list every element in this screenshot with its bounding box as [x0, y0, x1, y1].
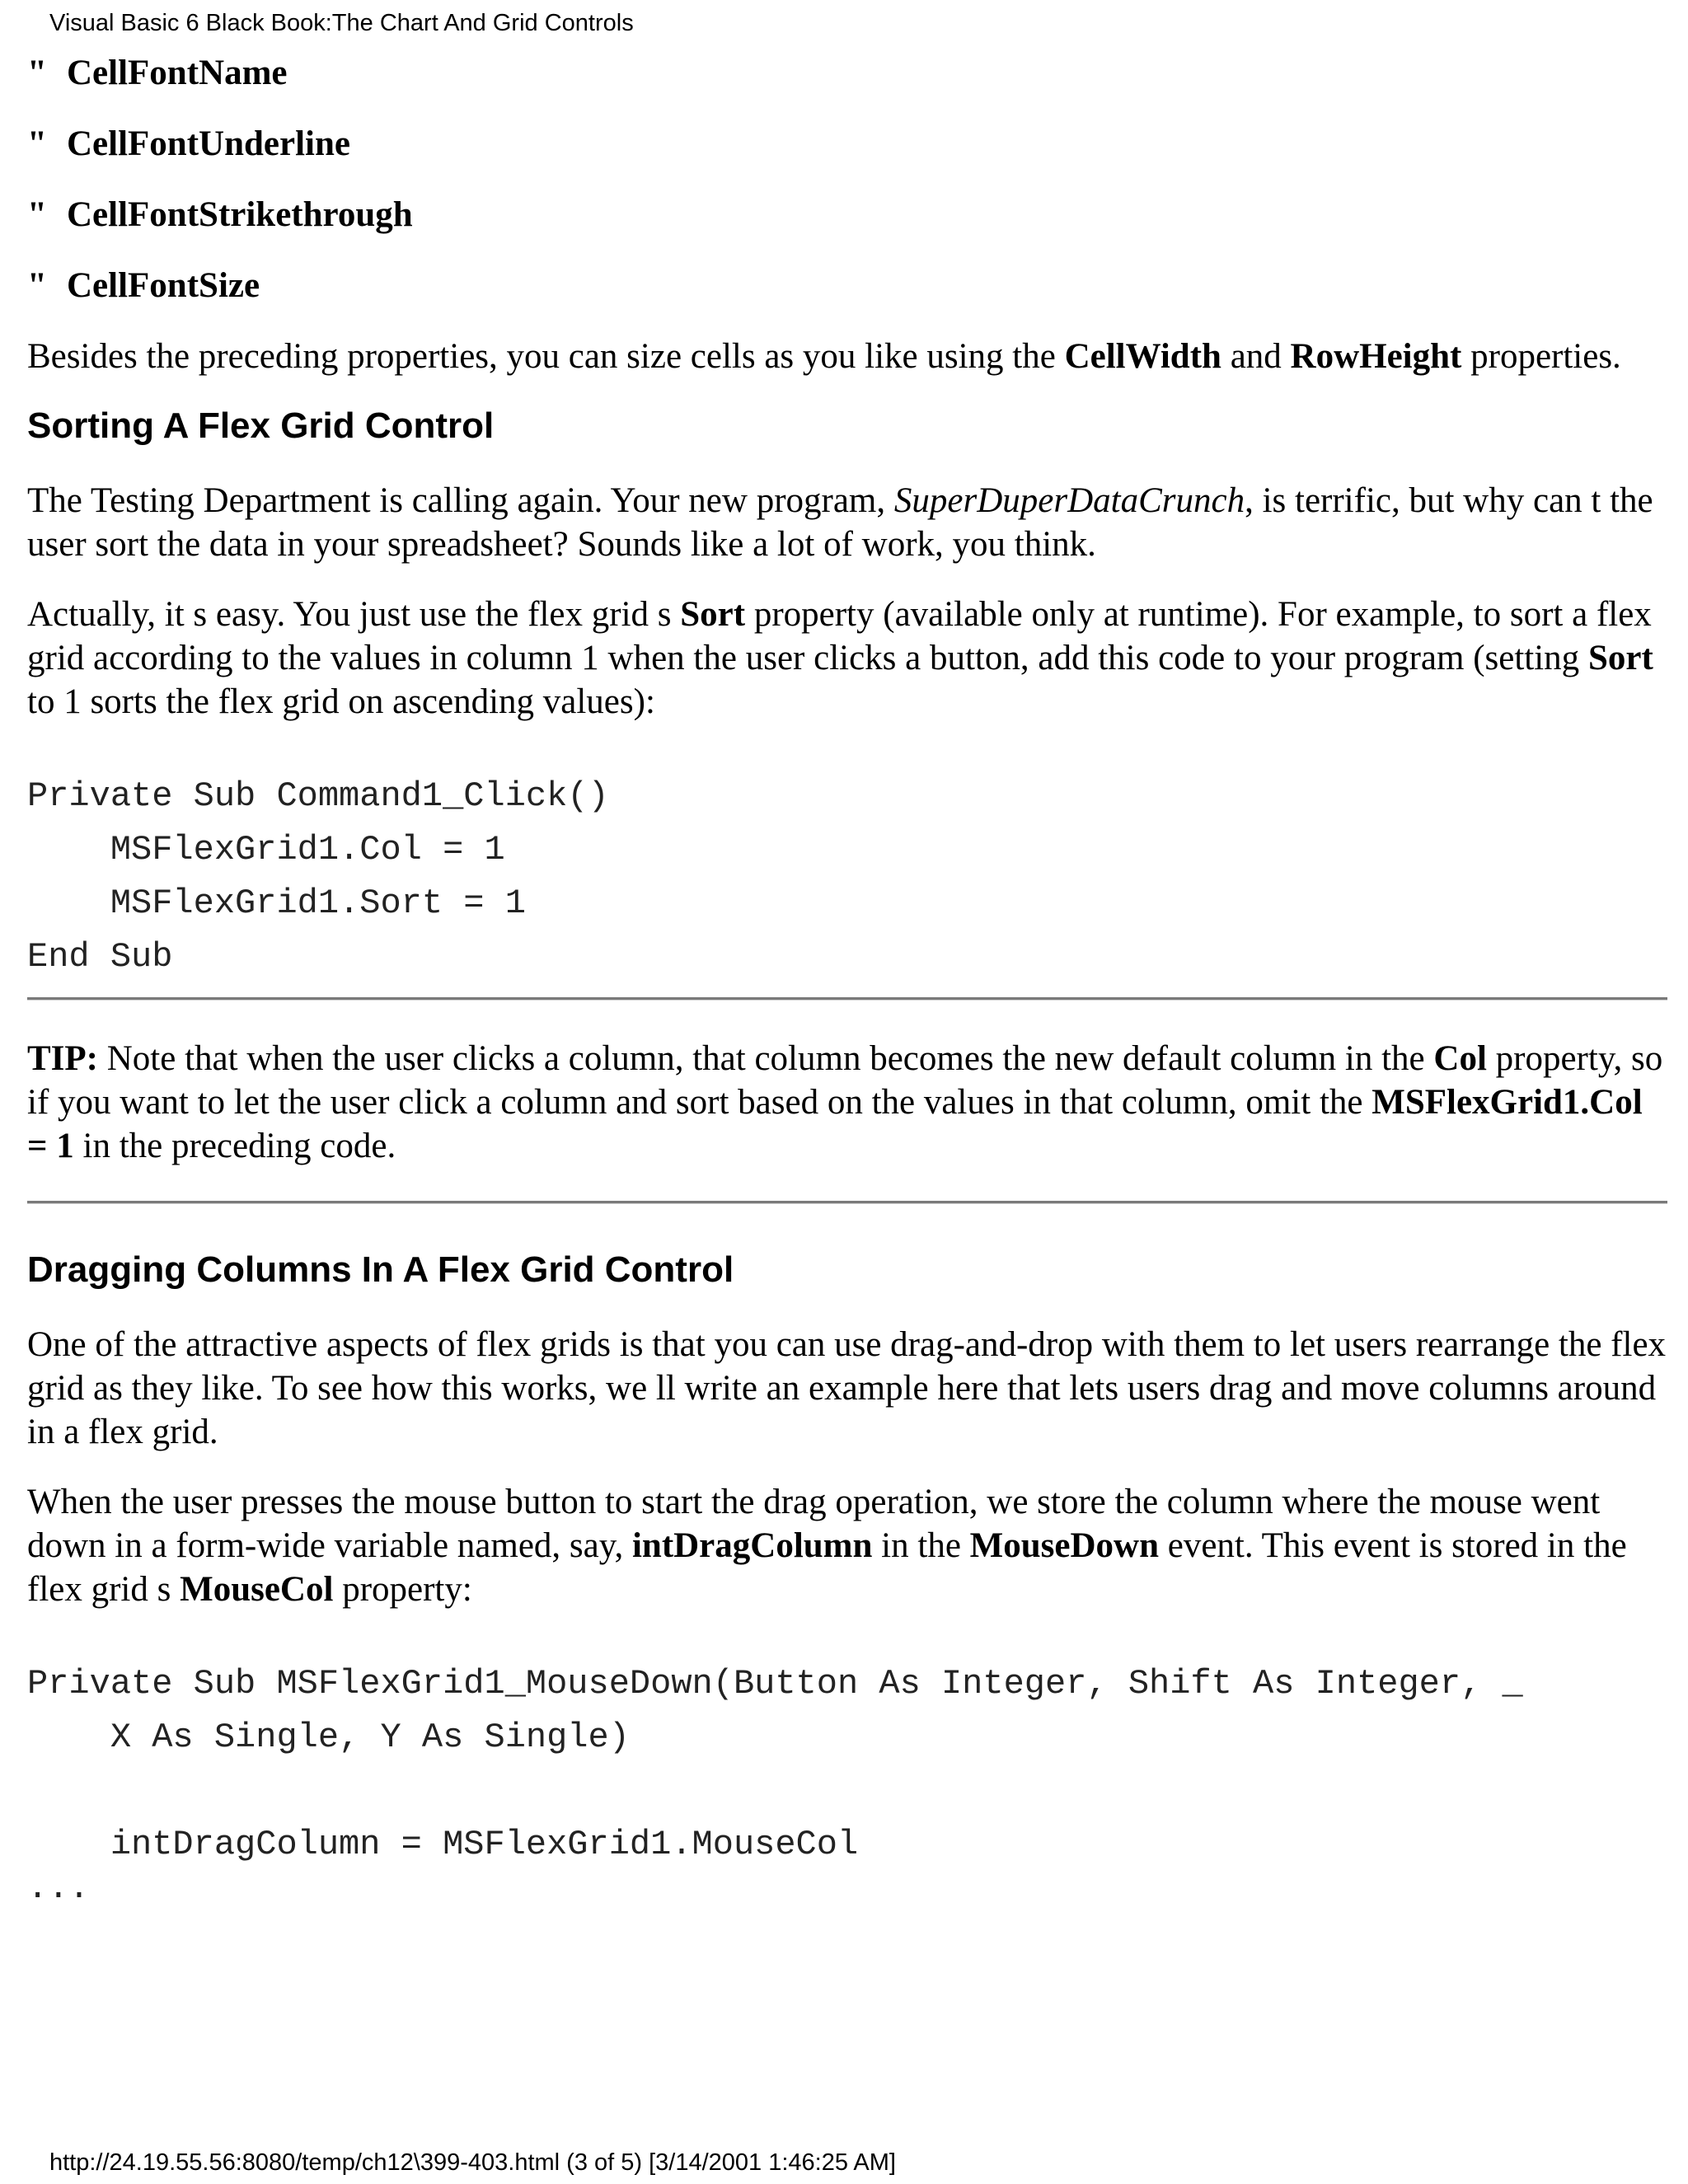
text-run: Note that when the user clicks a column, that column becomes the new default column in the	[98, 1039, 1434, 1078]
section-heading-sorting: Sorting A Flex Grid Control	[27, 405, 495, 446]
bullet-text: CellFontName	[67, 54, 288, 92]
text-run: to 1 sorts the flex grid on ascending values):	[27, 682, 655, 721]
text-run: property, so if you want to let the user click a column and sort based on the values in that column, omit the	[27, 1039, 1663, 1122]
bullet-text: CellFontStrikethrough	[67, 195, 413, 234]
divider	[27, 1201, 1667, 1204]
code-line: ...	[27, 1868, 90, 1908]
code-line: End Sub	[27, 937, 173, 977]
bullet-mark: "	[27, 124, 47, 163]
text-run: property (available only at runtime). For example, to sort a flex grid according to the values in column 1 when the user clicks a button, add this code to your program (setting	[27, 595, 1652, 677]
tip-box	[27, 1037, 1667, 1168]
code-line: MSFlexGrid1.Sort = 1	[27, 883, 526, 923]
program-name: SuperDuperDataCrunch	[893, 481, 1245, 520]
code-block-mousedown	[27, 1657, 1667, 1908]
property-name: MouseCol	[180, 1570, 334, 1609]
text-run: properties.	[1461, 337, 1621, 376]
page-footer-url: http://24.19.55.56:8080/temp/ch12\399-403.html (3 of 5) [3/14/2001 1:46:25 AM]	[49, 2149, 896, 2176]
code-block-sort	[27, 770, 1667, 984]
page-header: Visual Basic 6 Black Book:The Chart And Grid Controls	[49, 10, 634, 36]
tip-label: TIP:	[27, 1039, 98, 1078]
property-name: CellWidth	[1064, 337, 1221, 376]
text-run: and	[1221, 337, 1291, 376]
bullet-mark: "	[27, 54, 47, 92]
code-line: X As Single, Y As Single)	[27, 1718, 630, 1757]
property-name: Sort	[680, 595, 746, 634]
paragraph-cell-sizing	[27, 335, 1667, 378]
text-run: Actually, it s easy. You just use the flex grid s	[27, 595, 681, 634]
code-line	[27, 1765, 1667, 1818]
text-run: Besides the preceding properties, you can size cells as you like using the	[27, 337, 1065, 376]
property-name: Col	[1433, 1039, 1487, 1078]
bullet-item	[27, 264, 1667, 307]
text-run: in the	[872, 1526, 970, 1565]
document-body	[27, 51, 1667, 1918]
paragraph-dragging-intro: One of the attractive aspects of flex grids is that you can use drag-and-drop with them to let users rearrange the flex grid as they like. To see how this works, we ll write an example here that lets users drag and move columns around in a flex grid.	[27, 1325, 1667, 1451]
text-run: in the preceding code.	[73, 1127, 396, 1165]
text-run: event. This event is stored in the flex grid s	[27, 1526, 1627, 1609]
bullet-item	[27, 122, 1667, 166]
text-run: property:	[333, 1570, 472, 1609]
paragraph-sorting-intro	[27, 479, 1667, 566]
bullet-mark: "	[27, 266, 47, 305]
text-run: When the user presses the mouse button to start the drag operation, we store the column where the mouse went down in a form-wide variable named, say,	[27, 1483, 1601, 1565]
property-name: Sort	[1587, 639, 1653, 677]
divider	[27, 997, 1667, 1001]
text-run: The Testing Department is calling again. Your new program,	[27, 481, 894, 520]
paragraph-sort-property	[27, 593, 1667, 724]
variable-name: intDragColumn	[631, 1526, 873, 1565]
bullet-text: CellFontSize	[67, 266, 260, 305]
property-name: RowHeight	[1290, 337, 1462, 376]
bullet-item	[27, 193, 1667, 237]
bullet-item	[27, 51, 1667, 95]
paragraph-mousedown	[27, 1480, 1667, 1611]
code-line: Private Sub Command1_Click()	[27, 776, 609, 816]
bullet-text: CellFontUnderline	[67, 124, 350, 163]
event-name: MouseDown	[969, 1526, 1159, 1565]
section-heading-dragging: Dragging Columns In A Flex Grid Control	[27, 1249, 734, 1290]
code-line: MSFlexGrid1.Col = 1	[27, 830, 505, 869]
text-run: , is terrific, but why can t the user sort the data in your spreadsheet? Sounds like a lot of work, you think.	[27, 481, 1653, 564]
bullet-mark: "	[27, 195, 47, 234]
code-line: Private Sub MSFlexGrid1_MouseDown(Button As Integer, Shift As Integer, _	[27, 1664, 1523, 1704]
code-line: intDragColumn = MSFlexGrid1.MouseCol	[27, 1825, 859, 1864]
code-reference: MSFlexGrid1.Col = 1	[27, 1083, 1643, 1165]
